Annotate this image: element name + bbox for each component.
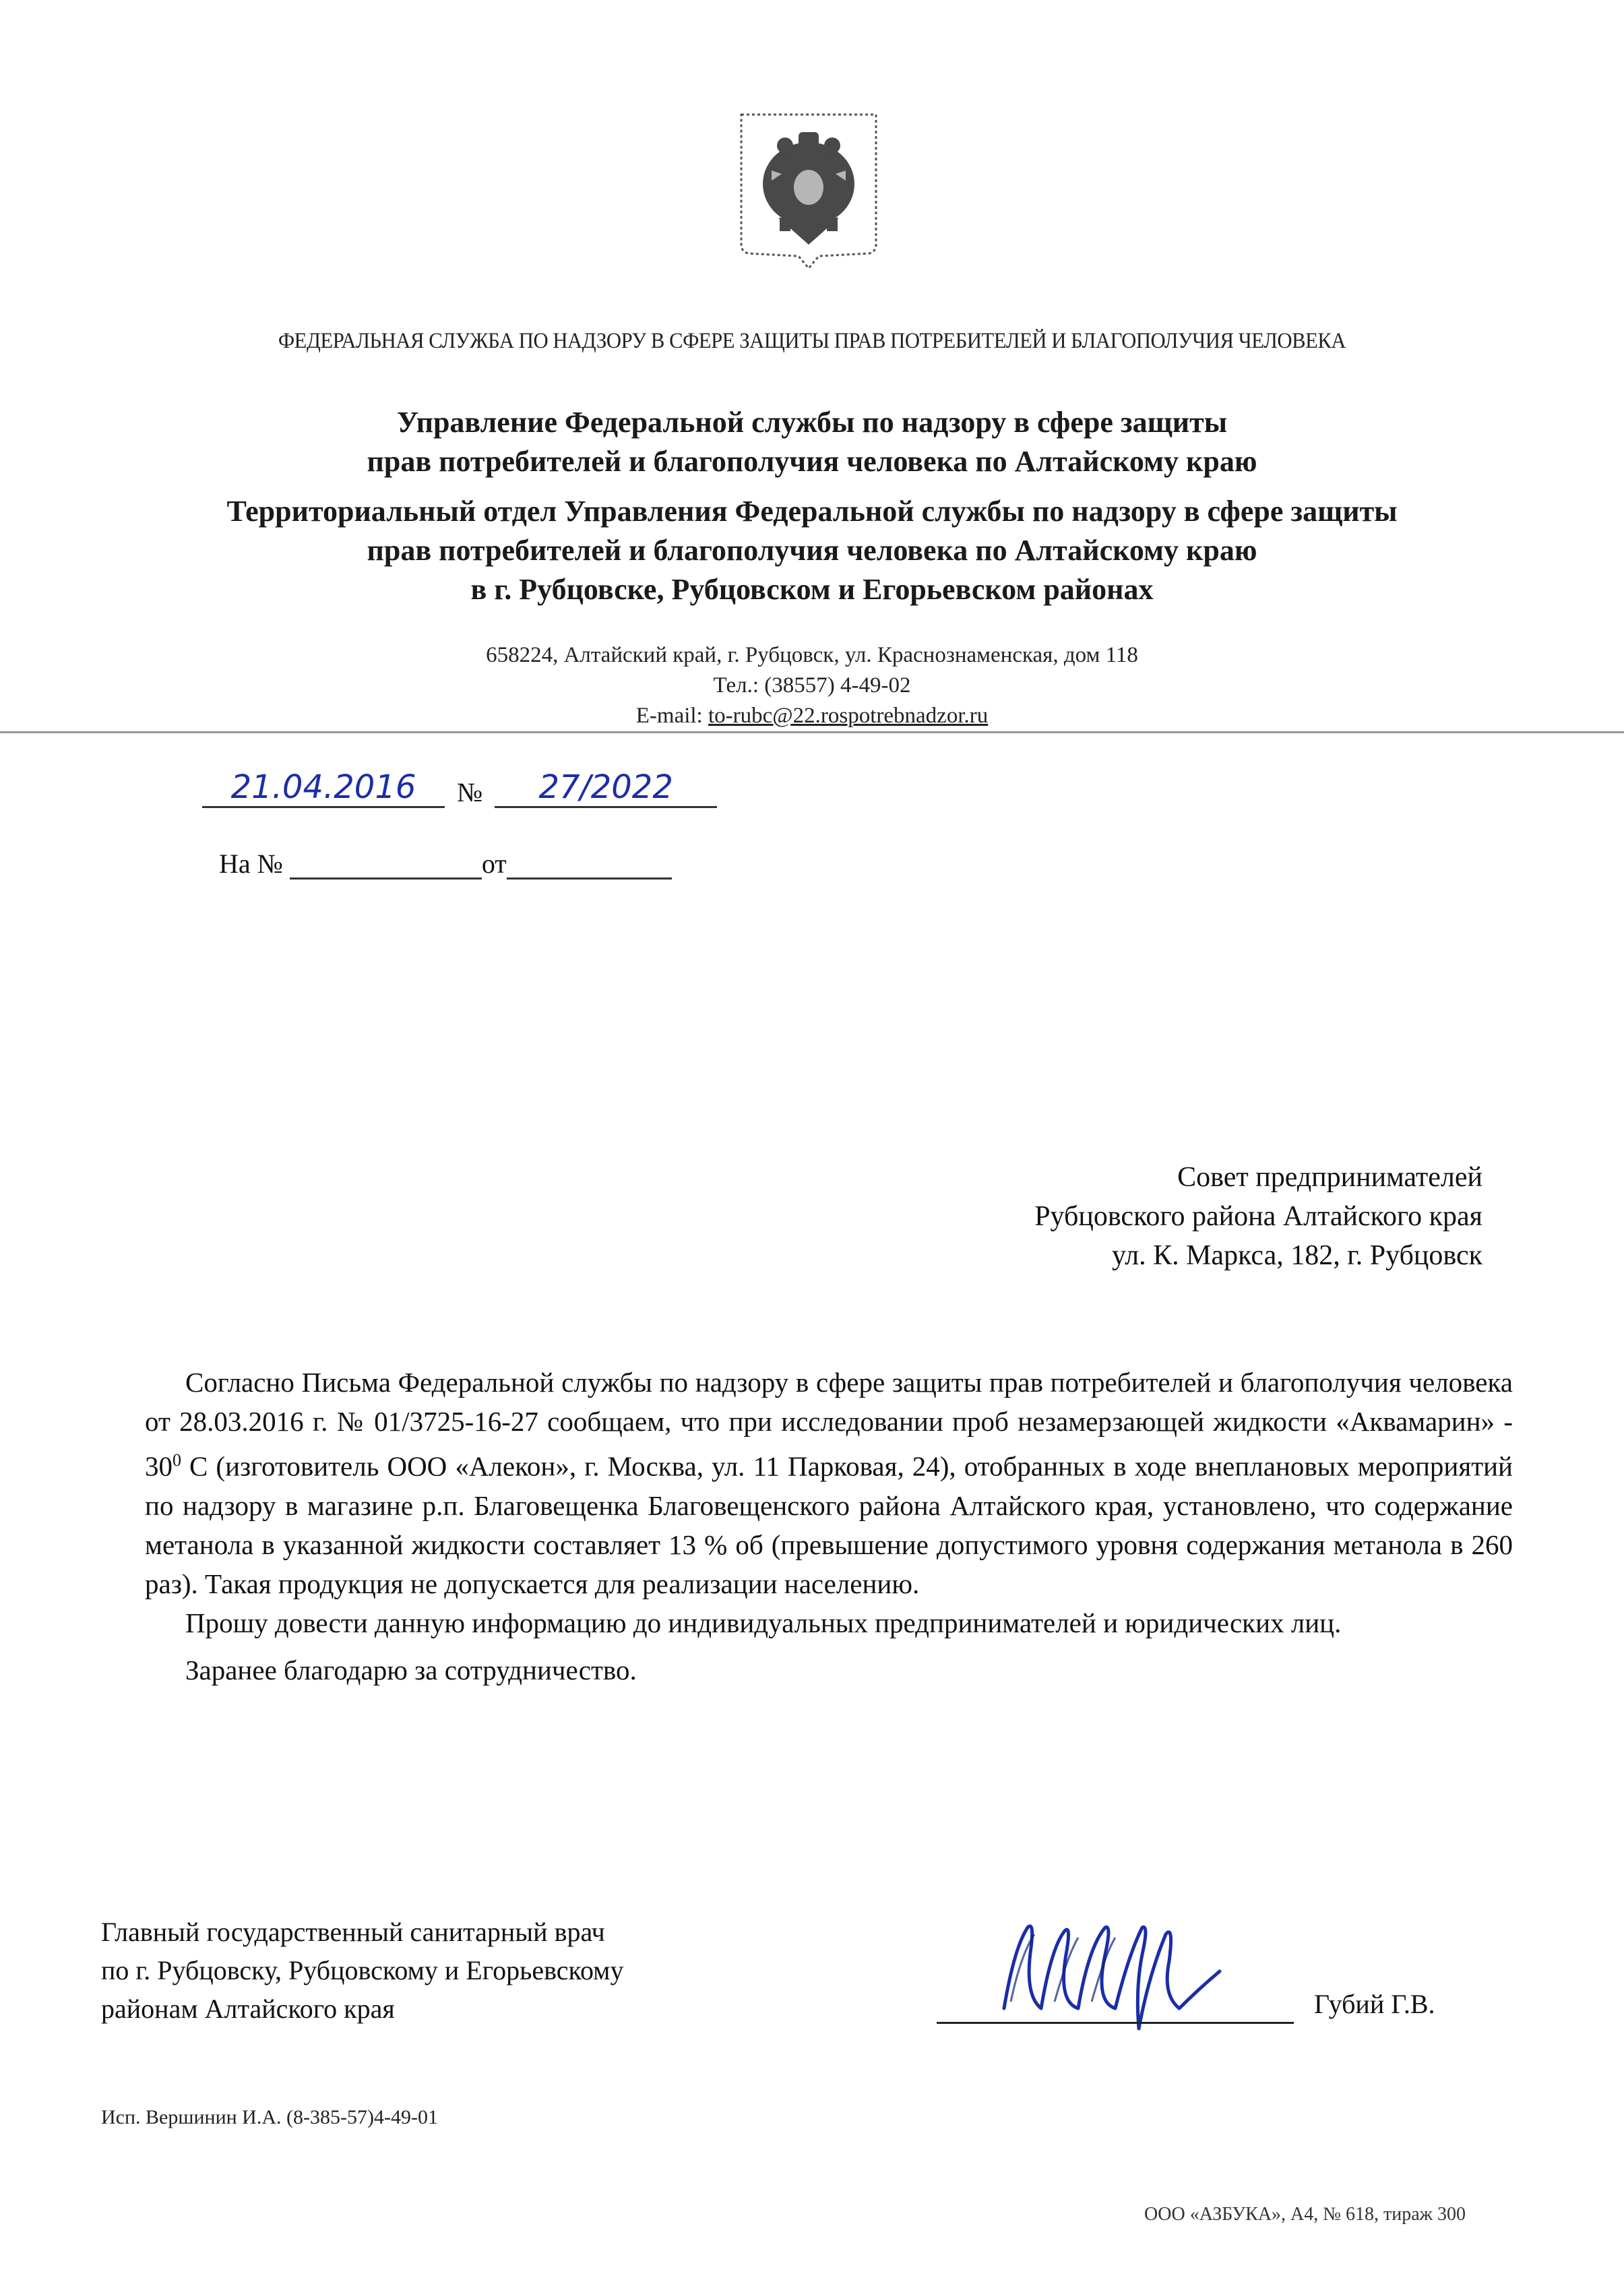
body-paragraph-2 (145, 1603, 1513, 1642)
reply-reference-line (219, 848, 672, 880)
email-link[interactable]: to-rubc@22.rospotrebnadzor.ru (708, 704, 989, 728)
agency-name: ФЕДЕРАЛЬНАЯ СЛУЖБА ПО НАДЗОРУ В СФЕРЕ ЗАЩИТЫ ПРАВ ПОТРЕБИТЕЛЕЙ И БЛАГОПОЛУЧИЯ ЧЕЛОВЕКА (278, 329, 1346, 353)
signatory-title-line: по г. Рубцовску, Рубцовскому и Егорьевскому (101, 1955, 624, 1985)
body-paragraph-3 (145, 1651, 1513, 1690)
letter-body (145, 1363, 1513, 1690)
signatory-title (101, 1913, 624, 2028)
header-divider (0, 731, 1624, 733)
executor-info: Исп. Вершинин И.А. (8-385-57)4-49-01 (101, 2106, 438, 2128)
contact-block (0, 640, 1624, 731)
signature-scribble-icon (977, 1907, 1274, 2035)
body-paragraph-1 (145, 1363, 1513, 1603)
department-line: прав потребителей и благополучия человека по Алтайскому краю (367, 445, 1257, 478)
addressee-line: Рубцовского района Алтайского края (1034, 1201, 1482, 1232)
body-p1-end: С (изготовитель ООО «Алекон», г. Москва, ул. 11 Парковая, 24), отобранных в ходе внеплановых мероприятий по надзору в магазине р.п. Благовещенка Благовещенского района Алтайского края, установлено, что содержание метанола в указанной жидкости составляет 13 % об (превышение допустимого уровня содержания метанола в 260 раз). Такая продукция не допускается для реализации населению. (145, 1450, 1513, 1599)
territorial-line: прав потребителей и благополучия человека по Алтайскому краю (367, 534, 1257, 567)
degree-sup: 0 (173, 1450, 181, 1470)
signatory-name: Губий Г.В. (1314, 1989, 1435, 2019)
addressee-block (1034, 1158, 1482, 1275)
addressee-line: ул. К. Маркса, 182, г. Рубцовск (1111, 1240, 1482, 1271)
signatory-title-line: районам Алтайского края (101, 1994, 395, 2024)
territorial-line: Территориальный отдел Управления Федеральной службы по надзору в сфере защиты (226, 495, 1398, 528)
email-label: E-mail: (635, 704, 708, 728)
registration-number: 27/2022 (495, 768, 717, 808)
signature-line (937, 2022, 1294, 2024)
department-line: Управление Федеральной службы по надзору в сфере защиты (396, 406, 1228, 439)
postal-address: 658224, Алтайский край, г. Рубцовск, ул. Краснознаменская, дом 118 (486, 643, 1138, 667)
body-p3: Заранее благодарю за сотрудничество. (185, 1654, 637, 1686)
reply-number-label: На № (219, 849, 283, 879)
registration-date: 21.04.2016 (202, 768, 445, 808)
handwritten-signature (977, 1907, 1274, 2035)
number-sign: № (457, 777, 483, 807)
territorial-line: в г. Рубцовске, Рубцовском и Егорьевском районах (470, 573, 1154, 606)
body-p2: Прошу довести данную информацию до индивидуальных предпринимателей и юридических лиц. (185, 1607, 1342, 1638)
reply-from-label: от (481, 849, 507, 879)
registration-line (202, 768, 717, 815)
phone: Тел.: (38557) 4-49-02 (713, 673, 911, 698)
reply-date-blank (507, 851, 672, 880)
signatory-title-line: Главный государственный санитарный врач (101, 1917, 605, 1947)
email-row (0, 701, 1624, 731)
printer-imprint: ООО «АЗБУКА», А4, № 618, тираж 300 (1144, 2204, 1466, 2225)
coat-of-arms-emblem (731, 106, 886, 275)
emblem-shield-icon (731, 106, 886, 275)
reply-number-blank (290, 851, 482, 880)
body-p1-start: Согласно Письма Федеральной службы по надзору в сфере защиты прав потребителей и благополучия человека от 28.03.2016 г. № 01/3725-16-27 сообщаем, что при исследовании проб незамерзающей жидкости «Аквамарин» - 30 (145, 1367, 1513, 1482)
territorial-heading (0, 492, 1624, 609)
department-heading (0, 403, 1624, 481)
addressee-line: Совет предпринимателей (1177, 1162, 1482, 1193)
